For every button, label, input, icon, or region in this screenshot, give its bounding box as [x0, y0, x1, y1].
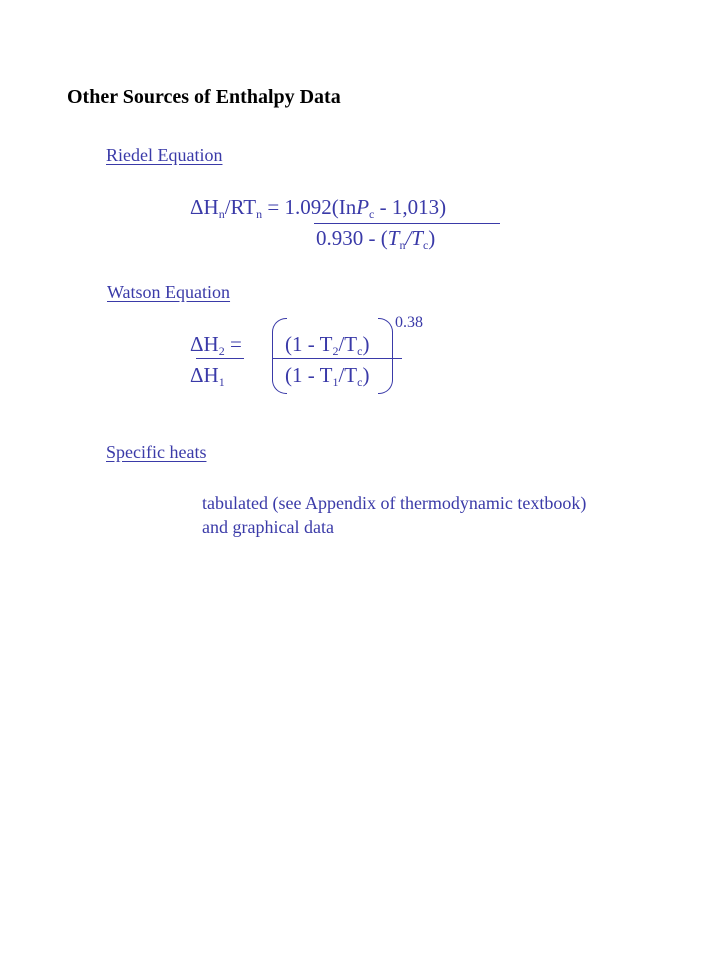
subscript-c: c — [357, 375, 363, 389]
subscript-n: n — [399, 238, 406, 252]
subscript-1: 1 — [218, 375, 225, 389]
watson-exponent: 0.38 — [395, 314, 423, 331]
enthalpy-symbol: H — [203, 195, 219, 219]
enthalpy-symbol: H — [203, 363, 219, 387]
riedel-equation-heading: Riedel Equation — [106, 145, 223, 165]
watson-equation-heading: Watson Equation — [107, 282, 231, 302]
equals-sign: = — [224, 332, 242, 356]
enthalpy-symbol: H — [203, 332, 219, 356]
page-title: Other Sources of Enthalpy Data — [67, 86, 341, 108]
temperature-symbol: T — [411, 226, 423, 250]
rhs-close: ) — [362, 332, 370, 356]
subscript-c: c — [422, 238, 429, 252]
subscript-2: 2 — [332, 344, 339, 358]
subscript-c: c — [369, 207, 375, 221]
subscript-n: n — [218, 207, 225, 221]
temperature-symbol: T — [387, 226, 400, 250]
specific-heats-heading: Specific heats — [106, 442, 207, 462]
riedel-numerator — [190, 197, 446, 220]
subscript-1: 1 — [332, 375, 339, 389]
riedel-fraction-bar — [314, 223, 500, 224]
rt-term: /RT — [224, 195, 257, 219]
riedel-denominator — [316, 228, 435, 251]
subscript-2: 2 — [218, 344, 225, 358]
specific-heats-line-2: and graphical data — [202, 517, 334, 537]
rhs-slash: /T — [338, 332, 358, 356]
right-parenthesis — [378, 318, 393, 394]
watson-lhs-fraction-bar — [196, 358, 244, 359]
specific-heats-line-1: tabulated (see Appendix of thermodynamic textbook) — [202, 493, 587, 513]
rhs-slash: /T — [338, 363, 358, 387]
rhs-open: (1 - T — [285, 363, 333, 387]
delta-symbol: Δ — [190, 332, 204, 356]
watson-lhs-bottom — [190, 365, 225, 388]
watson-rhs-bottom — [285, 365, 369, 388]
rhs-open: (1 - T — [285, 332, 333, 356]
denominator-lead: 0.930 - ( — [316, 226, 388, 250]
riedel-constant: - 1,013) — [374, 195, 447, 219]
riedel-coefficient: = 1.092(In — [262, 195, 357, 219]
subscript-n: n — [256, 207, 263, 221]
subscript-c: c — [357, 344, 363, 358]
watson-rhs-top — [285, 334, 369, 357]
delta-symbol: Δ — [190, 195, 204, 219]
watson-rhs-fraction-bar — [272, 358, 402, 359]
pressure-symbol: P — [356, 195, 370, 219]
slash: / — [405, 226, 412, 250]
delta-symbol: Δ — [190, 363, 204, 387]
rhs-close: ) — [362, 363, 370, 387]
watson-lhs-top — [190, 334, 242, 357]
denominator-close: ) — [428, 226, 436, 250]
